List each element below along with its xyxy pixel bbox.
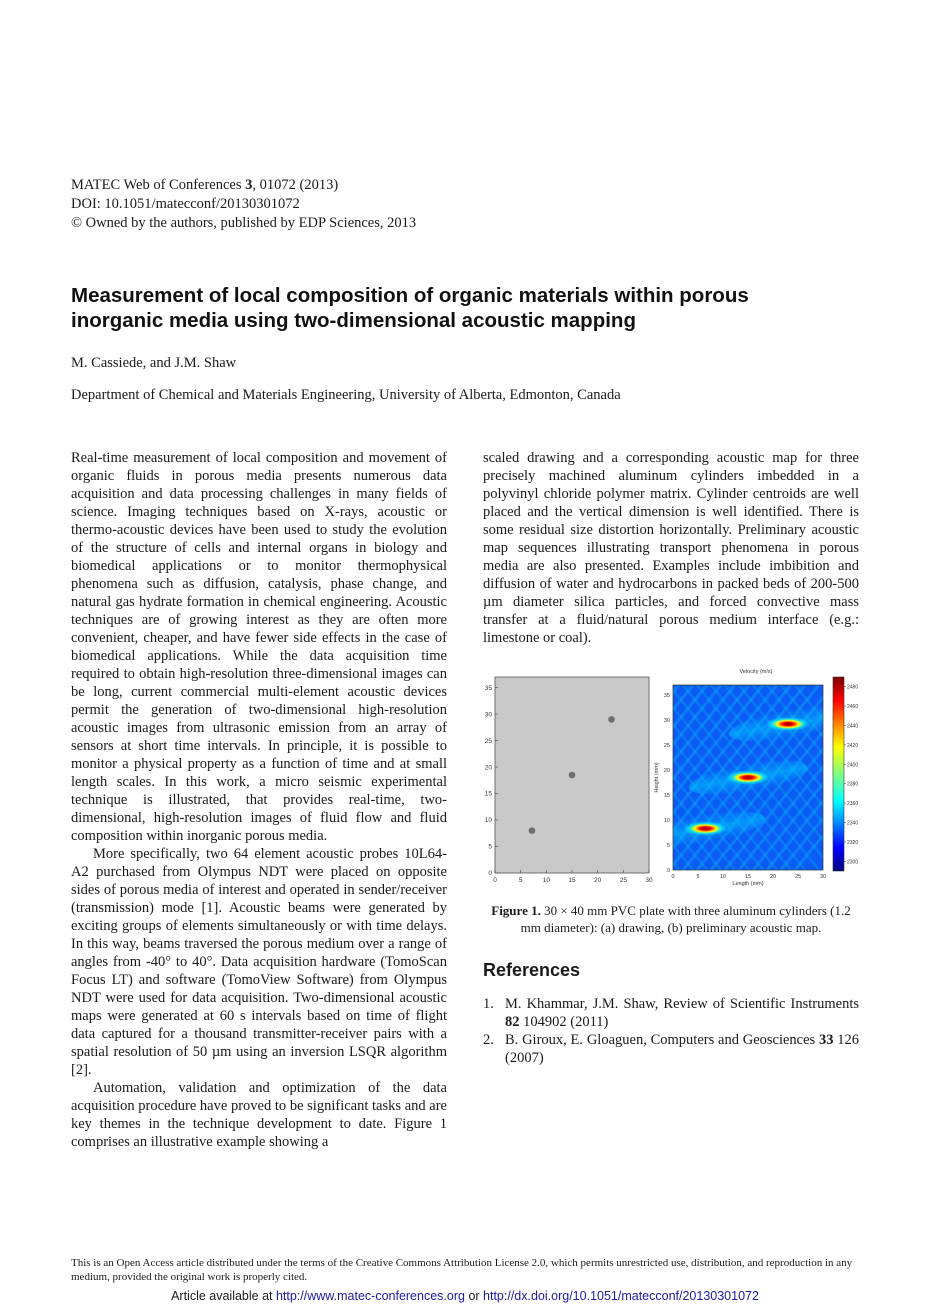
y-tick-label: 5 [488,843,492,851]
colorbar-tick-label: 2320 [847,839,859,846]
paragraph-1: Real-time measurement of local composition and movement of organic fluids in porous media presents numerous data acquisition and data processing challenges in many fields of science. Imaging techniques based on X-rays, acoustic or thermo-acoustic devices have been used to study the evolution of the structure of cells and internal organs in biology and biomedical applications or to monitor thermophysical phenomena such as diffusion, catalysis, phase change, and natural gas hydrate formation in chemical engineering. Acoustic techniques are of growing interest as they are often more convenient, cheaper, and have fewer side effects in the case of biomedical applications. While the data acquisition time required to obtain high-resolution three-dimensional images can be long, current commercial multi-element acoustic devices permit the generation of two-dimensional high-resolution acoustic images from ultrasonic emission from an array of sensors at short time intervals. In principle, it is possible to monitor a physical property as a function of time and at small length scales. In this work, a micro seismic experimental technique is illustrated, that provides real-time, two-dimensional, high-resolution images of fluid flow and fluid composition within inorganic porous media. [71,450,447,844]
body-column-left [71,449,447,1151]
body-column-right [483,449,859,647]
figure-1-svg [483,665,859,890]
y-tick-label: 35 [663,693,670,699]
colorbar-tick-label: 2340 [847,820,859,827]
article-availability: Article available at http://www.matec-conferences.org or http://dx.doi.org/10.1051/matecconf/20130301072 [171,1289,759,1303]
colorbar-tick-label: 2460 [847,704,859,711]
colorbar-tick-label: 2480 [847,684,859,691]
colorbar-tick-label: 2360 [847,801,859,808]
y-tick-label: 25 [663,743,670,749]
x-tick-label: 30 [645,877,653,884]
figure-1 [483,665,859,890]
journal-header [71,176,416,233]
x-tick-label: 30 [819,874,827,880]
x-tick-label: 15 [568,877,576,884]
journal-citation: MATEC Web of Conferences 3, 01072 (2013) [71,177,339,193]
y-tick-label: 5 [666,843,670,849]
y-tick-label: 30 [663,718,670,724]
panel-a-drawing [485,677,653,884]
references-list [483,995,859,1067]
journal-volume: 3 [245,177,253,193]
title-line-1: Measurement of local composition of organic materials within porous [71,284,749,307]
y-tick-label: 0 [488,870,492,878]
colorbar-tick-label: 2300 [847,859,859,866]
colorbar-tick-label: 2380 [847,781,859,788]
y-tick-label: 15 [663,793,670,799]
y-tick-label: 35 [484,684,492,692]
reference-number: 2. [483,1032,494,1048]
x-tick-label: 10 [542,877,550,884]
y-tick-label: 25 [484,737,492,745]
hotspot [726,771,770,785]
x-axis-label: Length (mm) [732,881,764,887]
paper-title [71,283,861,333]
y-tick-label: 20 [484,764,492,772]
references-heading: References [483,960,581,980]
x-tick-label: 20 [594,877,602,884]
x-tick-label: 25 [619,877,627,884]
colorbar-tick-label: 2440 [847,723,859,730]
doi-line: DOI: 10.1051/matecconf/20130301072 [71,196,300,212]
x-tick-label: 0 [493,877,497,884]
affiliation: Department of Chemical and Materials Engineering, University of Alberta, Edmonton, Canada [71,387,621,403]
reference-item: 1. M. Khammar, J.M. Shaw, Review of Scientific Instruments 82 104902 (2011) [483,996,859,1030]
colorbar-tick-label: 2400 [847,762,859,769]
paragraph-4: scaled drawing and a corresponding acoustic map for three precisely machined aluminum cylinders imbedded in a polyvinyl chloride polymer matrix. Cylinder centroids are well placed and the vertical dimension is well identified. There is some residual size distortion horizontally. Preliminary acoustic map sequences illustrating transport phenomena in porous media are also presented. Examples include imbibition and diffusion of water and hydrocarbons in packed beds of 200-500 µm diameter silica particles, and forced convective mass transfer at a fluid/natural porous medium interface (e.g.: limestone or coal). [483,450,859,646]
figure-caption-text: 30 × 40 mm PVC plate with three aluminum cylinders (1.2 mm diameter): (a) drawing, (b) preliminary acoustic map. [520,903,851,935]
y-tick-label: 0 [666,868,670,874]
y-tick-label: 10 [484,817,492,825]
reference-item: 2. B. Giroux, E. Gloaguen, Computers and Geosciences 33 126 (2007) [483,1032,860,1066]
map-title: Velocity (m/s) [739,669,773,675]
x-tick-label: 0 [671,874,675,880]
x-tick-label: 5 [696,874,700,880]
cylinder-marker [529,827,536,834]
x-tick-label: 20 [769,874,777,880]
copyright-line: © Owned by the authors, published by EDP Sciences, 2013 [71,215,417,231]
cylinder-marker [608,716,615,723]
title-line-2: inorganic media using two-dimensional acoustic mapping [71,309,636,332]
y-tick-label: 20 [663,768,670,774]
y-tick-label: 15 [484,790,492,798]
license-notice: This is an Open Access article distributed under the terms of the Creative Commons Attribution License 2.0, which permits unrestricted use, distribution, and reproduction in any medium, provided the original work is properly cited. [71,1257,853,1283]
paragraph-2: More specifically, two 64 element acoustic probes 10L64-A2 purchased from Olympus NDT were placed on opposite sides of porous media of interest and operated in sender/receiver (transmission) mode [1]. Acoustic beams were generated by exciting groups of elements simultaneously or with time delays. In this way, beams traversed the porous medium over a range of angles from -40° to 40°. Data acquisition hardware (TomoScan Focus LT) and software (TomoView Software) from Olympus NDT were used for data acquisition. Two-dimensional acoustic maps were generated at 60 s intervals based on time of flight data captured for a thousand transmitter-receiver pairs with a spatial resolution of 50 µm using an inversion LSQR algorithm [2]. [71,846,447,1078]
figure-caption [483,902,859,936]
authors: M. Cassiede, and J.M. Shaw [71,355,237,371]
hotspot [684,822,728,836]
paragraph-3: Automation, validation and optimization of the data acquisition procedure have proved to be significant tasks and are key themes in the technique development to date. Figure 1 comprises an illustrative example showing a [71,1080,447,1150]
doi-link[interactable]: http://dx.doi.org/10.1051/matecconf/20130301072 [483,1289,759,1303]
x-tick-label: 10 [719,874,727,880]
x-tick-label: 25 [794,874,802,880]
x-tick-label: 15 [744,874,752,880]
figure-caption-label: Figure 1. [491,903,541,918]
hotspot [766,717,810,731]
reference-number: 1. [483,996,494,1012]
colorbar-tick-label: 2420 [847,742,859,749]
x-tick-label: 5 [518,877,523,884]
y-axis-label: Height (mm) [654,762,660,793]
cylinder-marker [569,772,576,779]
matec-link[interactable]: http://www.matec-conferences.org [275,1289,465,1303]
colorbar [833,677,844,871]
y-tick-label: 30 [484,711,492,719]
y-tick-label: 10 [663,818,670,824]
